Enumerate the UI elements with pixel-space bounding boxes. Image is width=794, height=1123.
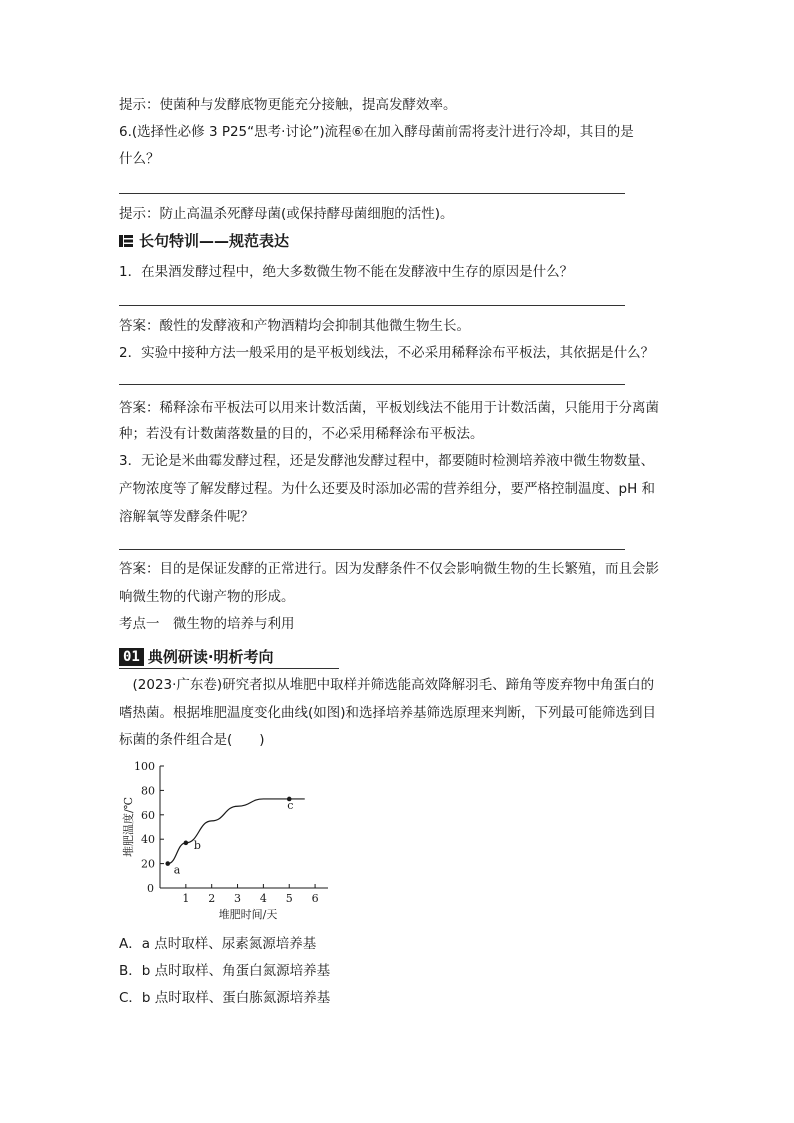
- option-b: B．b 点时取样、角蛋白氮源培养基: [119, 963, 331, 979]
- data-point-label: b: [193, 838, 201, 852]
- y-tick-label: 100: [134, 760, 155, 773]
- data-point-label: c: [287, 798, 294, 812]
- y-axis-origin-label: 0: [147, 882, 154, 895]
- section-title: 长句特训——规范表达: [139, 232, 290, 250]
- x-tick-label: 4: [259, 892, 267, 905]
- x-tick-label: 3: [234, 892, 242, 905]
- example-header: [119, 646, 274, 667]
- kaodian-heading: 考点一 微生物的培养与利用: [119, 616, 295, 632]
- question-6-line-2: 什么？: [119, 151, 160, 167]
- hint-1: 提示：使菌种与发酵底物更能充分接触，提高发酵效率。: [119, 97, 457, 113]
- question-3-line-1: 3．无论是米曲霉发酵过程，还是发酵池发酵过程中，都要随时检测培养液中微生物数量、: [119, 453, 655, 469]
- example-badge-title: 典例研读·明析考向: [147, 648, 274, 666]
- y-tick-label: 60: [141, 808, 155, 822]
- answer-2-line-1: 答案：稀释涂布平板法可以用来计数活菌，平板划线法不能用于计数活菌，只能用于分离菌: [119, 400, 659, 416]
- answer-3-line-1: 答案：目的是保证发酵的正常进行。因为发酵条件不仅会影响微生物的生长繁殖，而且会影: [119, 561, 659, 577]
- answer-1: 答案：酸性的发酵液和产物酒精均会抑制其他微生物生长。: [119, 318, 470, 334]
- data-point-b: [184, 841, 189, 846]
- answer-2-line-2: 种；若没有计数菌落数量的目的，不必采用稀释涂布平板法。: [119, 426, 484, 442]
- data-point-a: [165, 861, 170, 866]
- example-line-1: (2023·广东卷)研究者拟从堆肥中取样并筛选能高效降解羽毛、蹄角等废弃物中角蛋白的: [119, 677, 655, 693]
- answer-blank-line: [119, 549, 625, 550]
- answer-blank-line: [119, 193, 625, 194]
- data-point-label: a: [173, 863, 181, 877]
- y-tick-label: 80: [141, 784, 155, 798]
- question-3-line-2: 产物浓度等了解发酵过程。为什么还要及时添加必需的营养组分，要严格控制温度、pH 和: [119, 481, 656, 497]
- answer-blank-line: [119, 384, 625, 385]
- hint-2: 提示：防止高温杀死酵母菌(或保持酵母菌细胞的活性)。: [119, 206, 454, 222]
- question-2: 2．实验中接种方法一般采用的是平板划线法，不必采用稀释涂布平板法，其依据是什么？: [119, 345, 655, 361]
- example-line-3: 标菌的条件组合是( ): [119, 732, 265, 748]
- example-line-2: 嗜热菌。根据堆肥温度变化曲线(如图)和选择培养基筛选原理来判断，下列最可能筛选到目: [119, 705, 657, 721]
- answer-3-line-2: 响微生物的代谢产物的形成。: [119, 589, 295, 605]
- example-header-underline: [119, 668, 339, 669]
- question-1: 1．在果酒发酵过程中，绝大多数微生物不能在发酵液中生存的原因是什么？: [119, 264, 574, 280]
- y-tick-label: 20: [141, 857, 155, 871]
- x-tick-label: 2: [208, 892, 216, 905]
- question-6-line-1: 6.(选择性必修 3 P25“思考·讨论”)流程⑥在加入酵母菌前需将麦汁进行冷却，其目的是: [119, 124, 634, 140]
- section-list-icon: [119, 234, 133, 248]
- temperature-curve: [168, 799, 305, 864]
- compost-temperature-chart: [118, 756, 338, 926]
- section-header: [119, 230, 289, 251]
- x-tick-label: 5: [285, 892, 293, 905]
- x-tick-label: 6: [311, 892, 319, 905]
- question-3-line-3: 溶解氧等发酵条件呢？: [119, 509, 254, 525]
- y-tick-label: 40: [141, 833, 155, 847]
- y-axis-title: 堆肥温度/℃: [122, 796, 135, 858]
- option-a: A．a 点时取样、尿素氮源培养基: [119, 936, 317, 952]
- x-tick-label: 1: [182, 892, 190, 905]
- x-axis-title: 堆肥时间/天: [218, 908, 278, 921]
- option-c: C．b 点时取样、蛋白胨氮源培养基: [119, 990, 331, 1006]
- example-badge-number: 01: [119, 648, 144, 666]
- answer-blank-line: [119, 305, 625, 306]
